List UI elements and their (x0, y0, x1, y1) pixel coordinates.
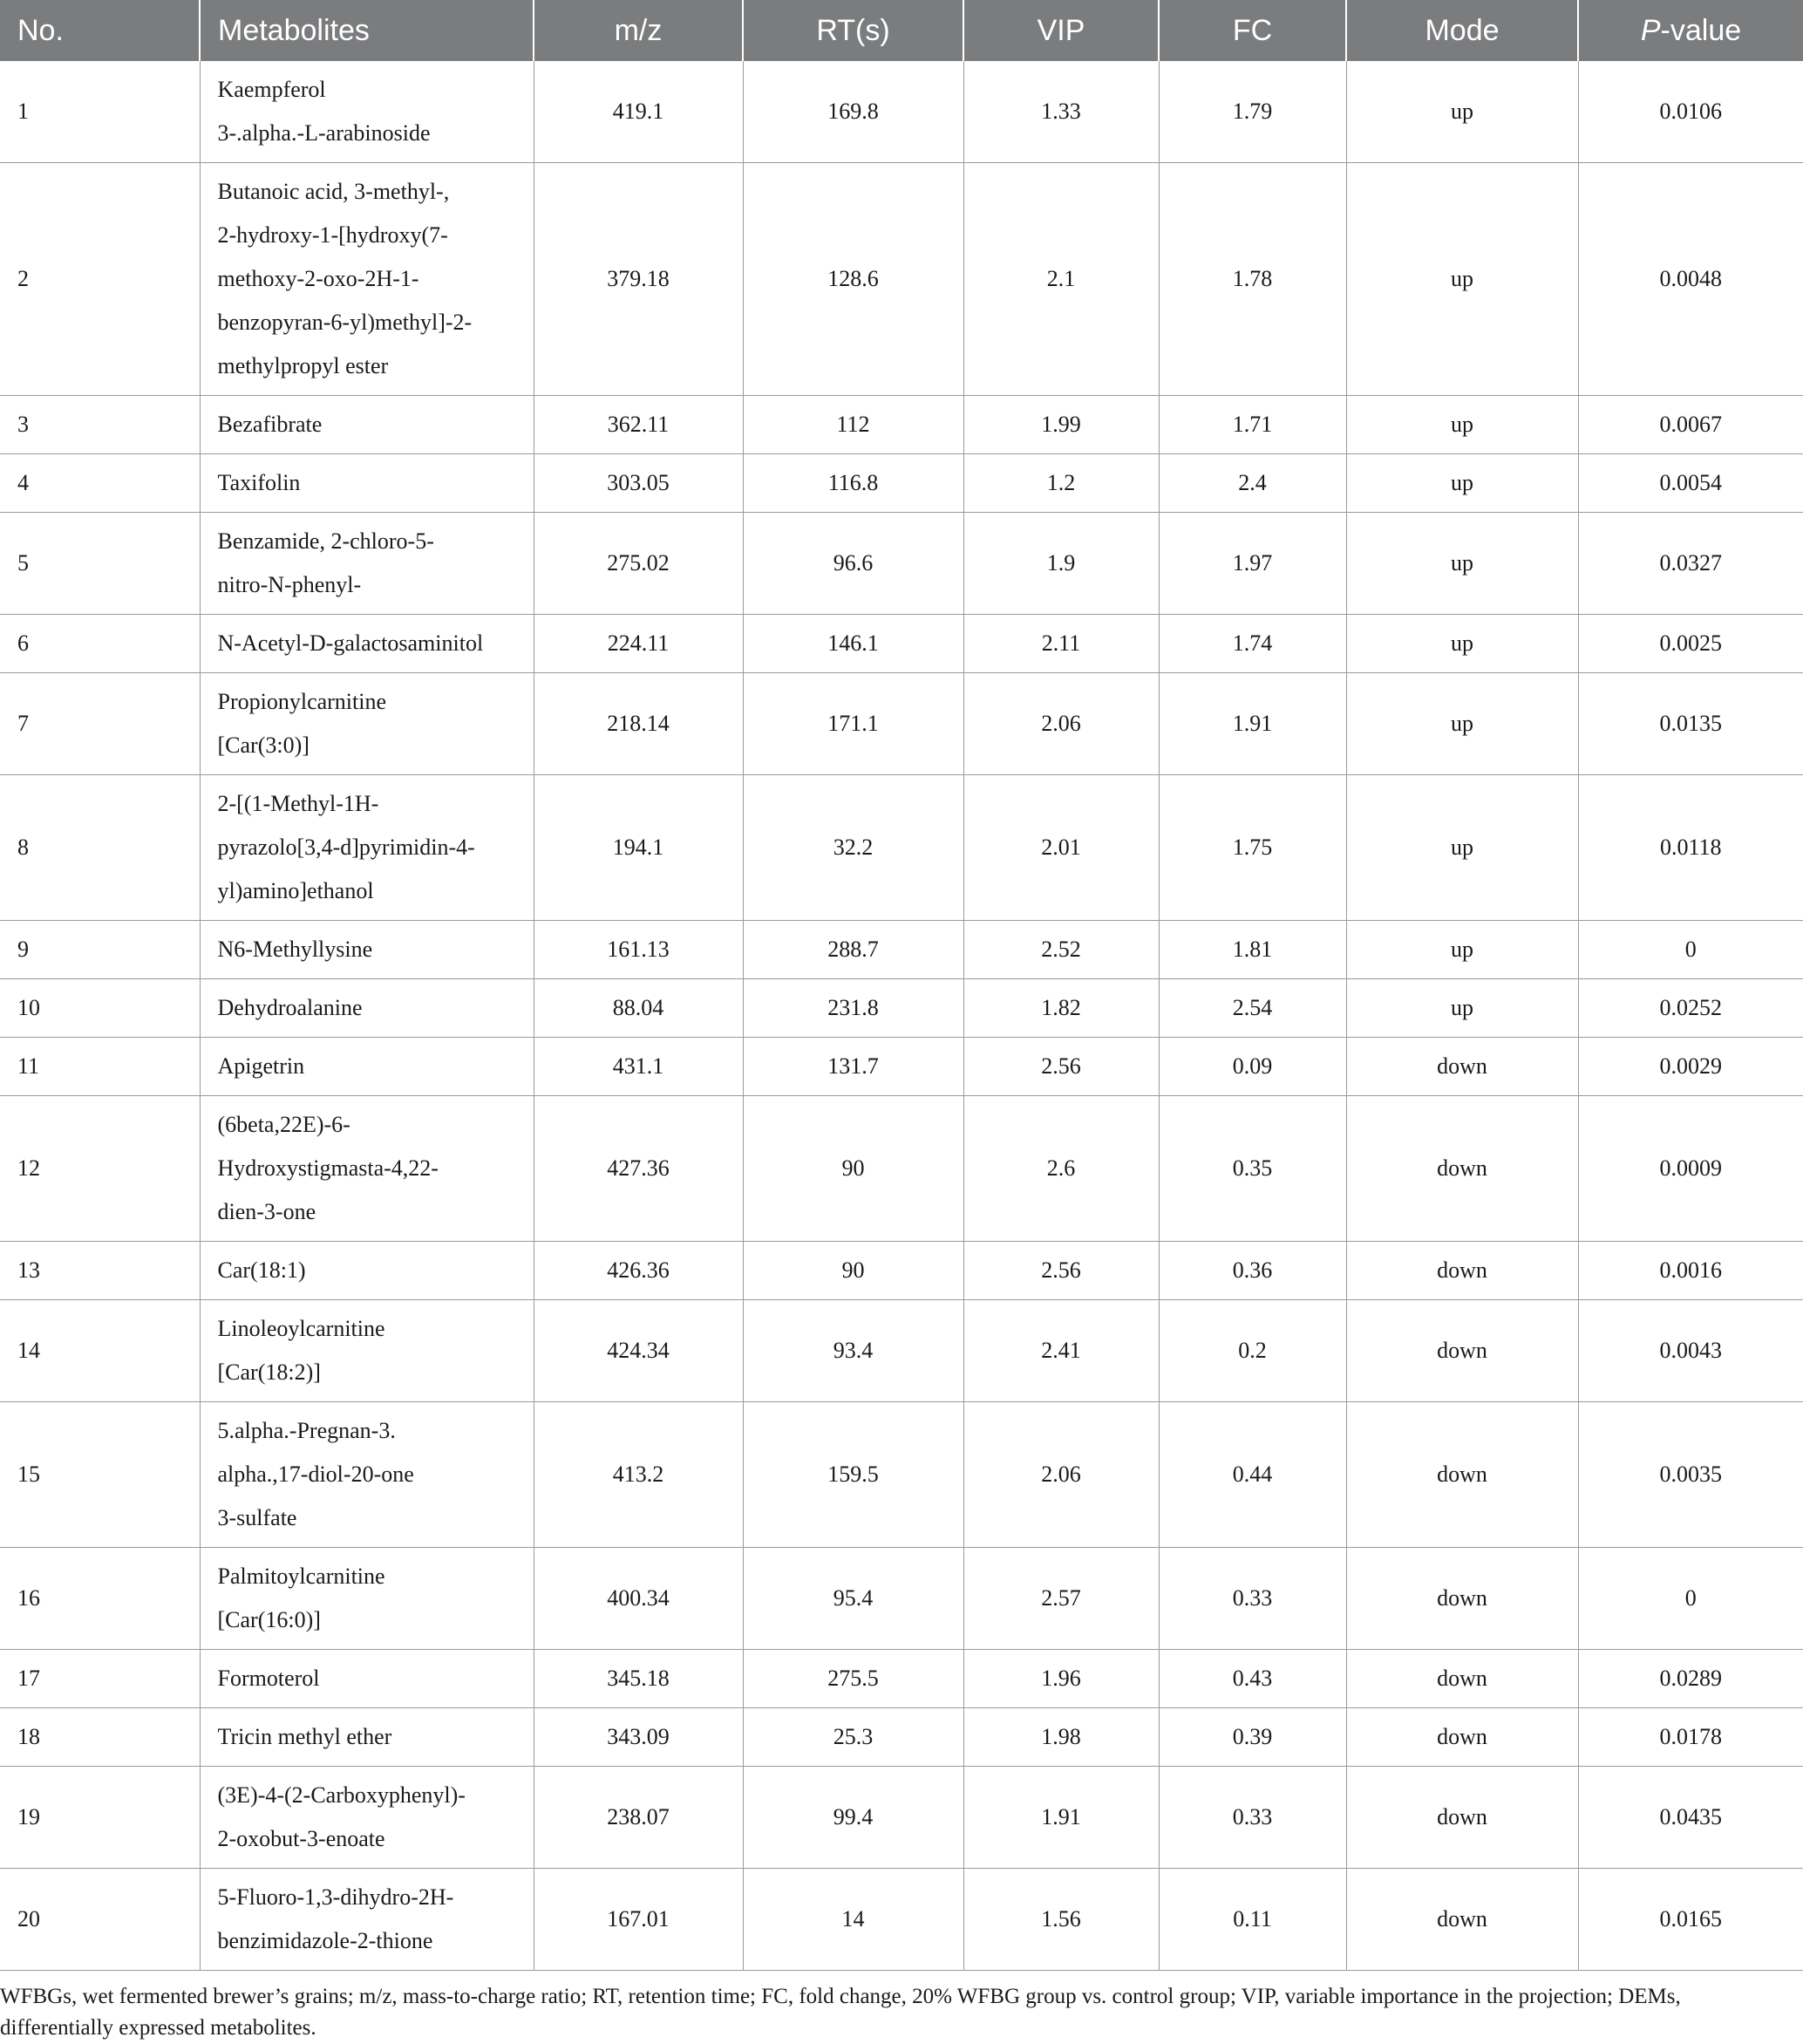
header-no: No. (0, 0, 200, 61)
cell-p: 0.0165 (1578, 1869, 1803, 1971)
cell-mz: 88.04 (534, 979, 743, 1038)
header-metabolites: Metabolites (200, 0, 534, 61)
metabolite-name-line: [Car(18:2)] (217, 1359, 321, 1385)
cell-mz: 362.11 (534, 396, 743, 454)
cell-vip: 2.11 (963, 615, 1159, 673)
cell-metabolite (200, 921, 534, 979)
cell-mode: up (1346, 979, 1578, 1038)
metabolite-name-line: 2-oxobut-3-enoate (217, 1826, 385, 1851)
cell-no: 19 (0, 1767, 200, 1869)
cell-no: 3 (0, 396, 200, 454)
cell-metabolite (200, 1708, 534, 1767)
metabolite-name-line: Kaempferol (217, 77, 326, 102)
cell-metabolite (200, 1402, 534, 1548)
metabolite-name-line: methylpropyl ester (217, 353, 389, 378)
cell-mode: up (1346, 615, 1578, 673)
cell-rt: 25.3 (743, 1708, 963, 1767)
cell-fc: 0.36 (1159, 1242, 1346, 1300)
metabolite-name-line: Taxifolin (217, 470, 301, 495)
cell-p: 0.0043 (1578, 1300, 1803, 1402)
cell-rt: 95.4 (743, 1548, 963, 1650)
cell-rt: 146.1 (743, 615, 963, 673)
table-row (0, 615, 1803, 673)
cell-rt: 159.5 (743, 1402, 963, 1548)
cell-mode: up (1346, 513, 1578, 615)
cell-mz: 431.1 (534, 1038, 743, 1096)
cell-rt: 32.2 (743, 775, 963, 921)
cell-fc: 1.81 (1159, 921, 1346, 979)
cell-mz: 303.05 (534, 454, 743, 513)
cell-p: 0.0289 (1578, 1650, 1803, 1708)
cell-metabolite (200, 1767, 534, 1869)
cell-metabolite (200, 513, 534, 615)
cell-fc: 1.79 (1159, 61, 1346, 163)
cell-no: 6 (0, 615, 200, 673)
cell-p: 0.0009 (1578, 1096, 1803, 1242)
cell-fc: 0.09 (1159, 1038, 1346, 1096)
metabolite-name-line: benzimidazole-2-thione (217, 1928, 433, 1953)
cell-no: 1 (0, 61, 200, 163)
metabolite-name-line: 2-hydroxy-1-[hydroxy(7- (217, 222, 448, 248)
cell-mz: 161.13 (534, 921, 743, 979)
header-p-value (1578, 0, 1803, 61)
cell-vip: 1.2 (963, 454, 1159, 513)
cell-rt: 112 (743, 396, 963, 454)
cell-p: 0 (1578, 1548, 1803, 1650)
cell-fc: 0.2 (1159, 1300, 1346, 1402)
cell-vip: 1.82 (963, 979, 1159, 1038)
cell-no: 15 (0, 1402, 200, 1548)
cell-mode: up (1346, 396, 1578, 454)
table-row (0, 979, 1803, 1038)
metabolite-name-line: 5-Fluoro-1,3-dihydro-2H- (217, 1884, 454, 1910)
cell-fc: 1.97 (1159, 513, 1346, 615)
cell-mz: 419.1 (534, 61, 743, 163)
cell-fc: 1.71 (1159, 396, 1346, 454)
cell-mode: up (1346, 673, 1578, 775)
cell-mz: 343.09 (534, 1708, 743, 1767)
cell-fc: 1.91 (1159, 673, 1346, 775)
cell-p: 0.0029 (1578, 1038, 1803, 1096)
cell-metabolite (200, 615, 534, 673)
cell-mode: down (1346, 1869, 1578, 1971)
cell-mz: 400.34 (534, 1548, 743, 1650)
cell-no: 12 (0, 1096, 200, 1242)
cell-mode: up (1346, 921, 1578, 979)
cell-fc: 0.44 (1159, 1402, 1346, 1548)
cell-no: 9 (0, 921, 200, 979)
cell-vip: 2.06 (963, 1402, 1159, 1548)
cell-no: 11 (0, 1038, 200, 1096)
cell-mode: up (1346, 163, 1578, 396)
cell-mz: 345.18 (534, 1650, 743, 1708)
metabolite-name-line: 2-[(1-Methyl-1H- (217, 791, 379, 816)
metabolite-name-line: alpha.,17-diol-20-one (217, 1461, 414, 1487)
metabolite-name-line: Tricin methyl ether (217, 1724, 392, 1749)
cell-fc: 0.11 (1159, 1869, 1346, 1971)
cell-vip: 2.41 (963, 1300, 1159, 1402)
table-row (0, 396, 1803, 454)
cell-metabolite (200, 1869, 534, 1971)
metabolite-name-line: Palmitoylcarnitine (217, 1564, 385, 1589)
cell-mz: 167.01 (534, 1869, 743, 1971)
cell-mz: 275.02 (534, 513, 743, 615)
cell-mode: down (1346, 1548, 1578, 1650)
table-row (0, 1767, 1803, 1869)
table-row (0, 1402, 1803, 1548)
cell-p: 0.0327 (1578, 513, 1803, 615)
cell-metabolite (200, 1242, 534, 1300)
cell-rt: 169.8 (743, 61, 963, 163)
cell-rt: 116.8 (743, 454, 963, 513)
metabolite-name-line: N6-Methyllysine (217, 937, 373, 962)
cell-metabolite (200, 673, 534, 775)
cell-rt: 171.1 (743, 673, 963, 775)
metabolite-name-line: 3-.alpha.-L-arabinoside (217, 120, 431, 146)
cell-vip: 2.57 (963, 1548, 1159, 1650)
header-rt: RT(s) (743, 0, 963, 61)
cell-rt: 128.6 (743, 163, 963, 396)
metabolite-name-line: 5.alpha.-Pregnan-3. (217, 1418, 396, 1443)
metabolite-name-line: Car(18:1) (217, 1257, 306, 1283)
cell-no: 7 (0, 673, 200, 775)
cell-rt: 90 (743, 1096, 963, 1242)
metabolite-name-line: benzopyran-6-yl)methyl]-2- (217, 310, 473, 335)
cell-rt: 231.8 (743, 979, 963, 1038)
cell-p: 0.0135 (1578, 673, 1803, 775)
cell-mode: down (1346, 1242, 1578, 1300)
metabolite-name-line: pyrazolo[3,4-d]pyrimidin-4- (217, 835, 475, 860)
cell-fc: 0.39 (1159, 1708, 1346, 1767)
cell-vip: 1.9 (963, 513, 1159, 615)
cell-rt: 99.4 (743, 1767, 963, 1869)
cell-no: 20 (0, 1869, 200, 1971)
cell-vip: 2.01 (963, 775, 1159, 921)
cell-rt: 131.7 (743, 1038, 963, 1096)
table-row (0, 673, 1803, 775)
cell-p: 0.0025 (1578, 615, 1803, 673)
table-row (0, 1548, 1803, 1650)
cell-mz: 379.18 (534, 163, 743, 396)
cell-metabolite (200, 454, 534, 513)
cell-p: 0.0106 (1578, 61, 1803, 163)
cell-mz: 427.36 (534, 1096, 743, 1242)
metabolite-name-line: N-Acetyl-D-galactosaminitol (217, 630, 484, 656)
header-row (0, 0, 1803, 61)
cell-mode: down (1346, 1300, 1578, 1402)
metabolite-name-line: Dehydroalanine (217, 995, 363, 1020)
metabolite-name-line: (3E)-4-(2-Carboxyphenyl)- (217, 1782, 466, 1808)
cell-p: 0.0252 (1578, 979, 1803, 1038)
cell-vip: 2.52 (963, 921, 1159, 979)
table-row (0, 454, 1803, 513)
metabolite-name-line: Butanoic acid, 3-methyl-, (217, 179, 450, 204)
table-row (0, 1096, 1803, 1242)
cell-rt: 96.6 (743, 513, 963, 615)
cell-vip: 1.33 (963, 61, 1159, 163)
cell-p: 0.0118 (1578, 775, 1803, 921)
table-row (0, 61, 1803, 163)
table-row (0, 775, 1803, 921)
table-row (0, 163, 1803, 396)
cell-vip: 1.98 (963, 1708, 1159, 1767)
metabolite-name-line: (6beta,22E)-6- (217, 1112, 350, 1137)
cell-no: 18 (0, 1708, 200, 1767)
header-p-rest: -value (1660, 13, 1742, 47)
table-row (0, 1869, 1803, 1971)
table-row (0, 1708, 1803, 1767)
cell-fc: 2.54 (1159, 979, 1346, 1038)
cell-mz: 426.36 (534, 1242, 743, 1300)
cell-p: 0 (1578, 921, 1803, 979)
table-row (0, 1242, 1803, 1300)
cell-mz: 218.14 (534, 673, 743, 775)
cell-metabolite (200, 979, 534, 1038)
cell-p: 0.0067 (1578, 396, 1803, 454)
cell-p: 0.0035 (1578, 1402, 1803, 1548)
cell-vip: 2.56 (963, 1038, 1159, 1096)
metabolite-name-line: methoxy-2-oxo-2H-1- (217, 266, 419, 291)
cell-fc: 1.78 (1159, 163, 1346, 396)
table-row (0, 513, 1803, 615)
cell-no: 2 (0, 163, 200, 396)
header-fc: FC (1159, 0, 1346, 61)
cell-vip: 2.6 (963, 1096, 1159, 1242)
cell-vip: 1.99 (963, 396, 1159, 454)
table-body (0, 61, 1803, 1971)
cell-rt: 275.5 (743, 1650, 963, 1708)
metabolite-name-line: [Car(3:0)] (217, 732, 310, 758)
metabolite-name-line: yl)amino]ethanol (217, 878, 374, 903)
table-footnote: WFBGs, wet fermented brewer’s grains; m/z, mass-to-charge ratio; RT, retention time; FC, fold change, 20% WFBG group vs. control group; VIP, variable importance in the projection; DEMs, differentially expressed metabolites. (0, 1985, 1681, 2040)
cell-metabolite (200, 775, 534, 921)
metabolite-name-line: Apigetrin (217, 1053, 305, 1079)
cell-fc: 1.75 (1159, 775, 1346, 921)
cell-mz: 224.11 (534, 615, 743, 673)
cell-vip: 1.96 (963, 1650, 1159, 1708)
cell-p: 0.0054 (1578, 454, 1803, 513)
cell-fc: 1.74 (1159, 615, 1346, 673)
header-mode: Mode (1346, 0, 1578, 61)
cell-mode: up (1346, 454, 1578, 513)
cell-mode: down (1346, 1402, 1578, 1548)
cell-vip: 1.56 (963, 1869, 1159, 1971)
cell-p: 0.0178 (1578, 1708, 1803, 1767)
cell-no: 14 (0, 1300, 200, 1402)
metabolite-name-line: Benzamide, 2-chloro-5- (217, 528, 434, 554)
cell-p: 0.0048 (1578, 163, 1803, 396)
cell-mode: down (1346, 1767, 1578, 1869)
metabolite-name-line: Formoterol (217, 1666, 320, 1691)
cell-mz: 413.2 (534, 1402, 743, 1548)
cell-metabolite (200, 163, 534, 396)
metabolite-name-line: Hydroxystigmasta-4,22- (217, 1155, 439, 1181)
cell-rt: 90 (743, 1242, 963, 1300)
metabolite-name-line: Bezafibrate (217, 412, 323, 437)
metabolite-name-line: dien-3-one (217, 1199, 316, 1224)
cell-metabolite (200, 1548, 534, 1650)
cell-rt: 288.7 (743, 921, 963, 979)
cell-no: 8 (0, 775, 200, 921)
cell-fc: 0.35 (1159, 1096, 1346, 1242)
cell-no: 16 (0, 1548, 200, 1650)
cell-rt: 93.4 (743, 1300, 963, 1402)
cell-mz: 238.07 (534, 1767, 743, 1869)
cell-no: 5 (0, 513, 200, 615)
cell-no: 10 (0, 979, 200, 1038)
cell-fc: 0.33 (1159, 1548, 1346, 1650)
table-row (0, 921, 1803, 979)
cell-mode: down (1346, 1096, 1578, 1242)
header-p-italic: P (1640, 13, 1661, 47)
cell-mode: up (1346, 61, 1578, 163)
cell-p: 0.0016 (1578, 1242, 1803, 1300)
cell-fc: 2.4 (1159, 454, 1346, 513)
metabolite-name-line: nitro-N-phenyl- (217, 572, 362, 597)
cell-fc: 0.43 (1159, 1650, 1346, 1708)
metabolite-name-line: 3-sulfate (217, 1505, 297, 1530)
table-row (0, 1300, 1803, 1402)
cell-mode: down (1346, 1650, 1578, 1708)
cell-mz: 424.34 (534, 1300, 743, 1402)
metabolite-name-line: [Car(16:0)] (217, 1607, 321, 1632)
cell-mode: down (1346, 1708, 1578, 1767)
cell-metabolite (200, 1650, 534, 1708)
header-mz: m/z (534, 0, 743, 61)
cell-p: 0.0435 (1578, 1767, 1803, 1869)
cell-no: 13 (0, 1242, 200, 1300)
cell-rt: 14 (743, 1869, 963, 1971)
cell-vip: 1.91 (963, 1767, 1159, 1869)
cell-mode: down (1346, 1038, 1578, 1096)
cell-metabolite (200, 396, 534, 454)
cell-metabolite (200, 61, 534, 163)
cell-mz: 194.1 (534, 775, 743, 921)
metabolite-name-line: Linoleoylcarnitine (217, 1316, 385, 1341)
cell-no: 17 (0, 1650, 200, 1708)
cell-fc: 0.33 (1159, 1767, 1346, 1869)
cell-mode: up (1346, 775, 1578, 921)
cell-metabolite (200, 1038, 534, 1096)
table-row (0, 1038, 1803, 1096)
cell-no: 4 (0, 454, 200, 513)
cell-vip: 2.56 (963, 1242, 1159, 1300)
cell-metabolite (200, 1096, 534, 1242)
cell-vip: 2.1 (963, 163, 1159, 396)
table-row (0, 1650, 1803, 1708)
cell-metabolite (200, 1300, 534, 1402)
metabolite-name-line: Propionylcarnitine (217, 689, 387, 714)
cell-vip: 2.06 (963, 673, 1159, 775)
header-vip: VIP (963, 0, 1159, 61)
